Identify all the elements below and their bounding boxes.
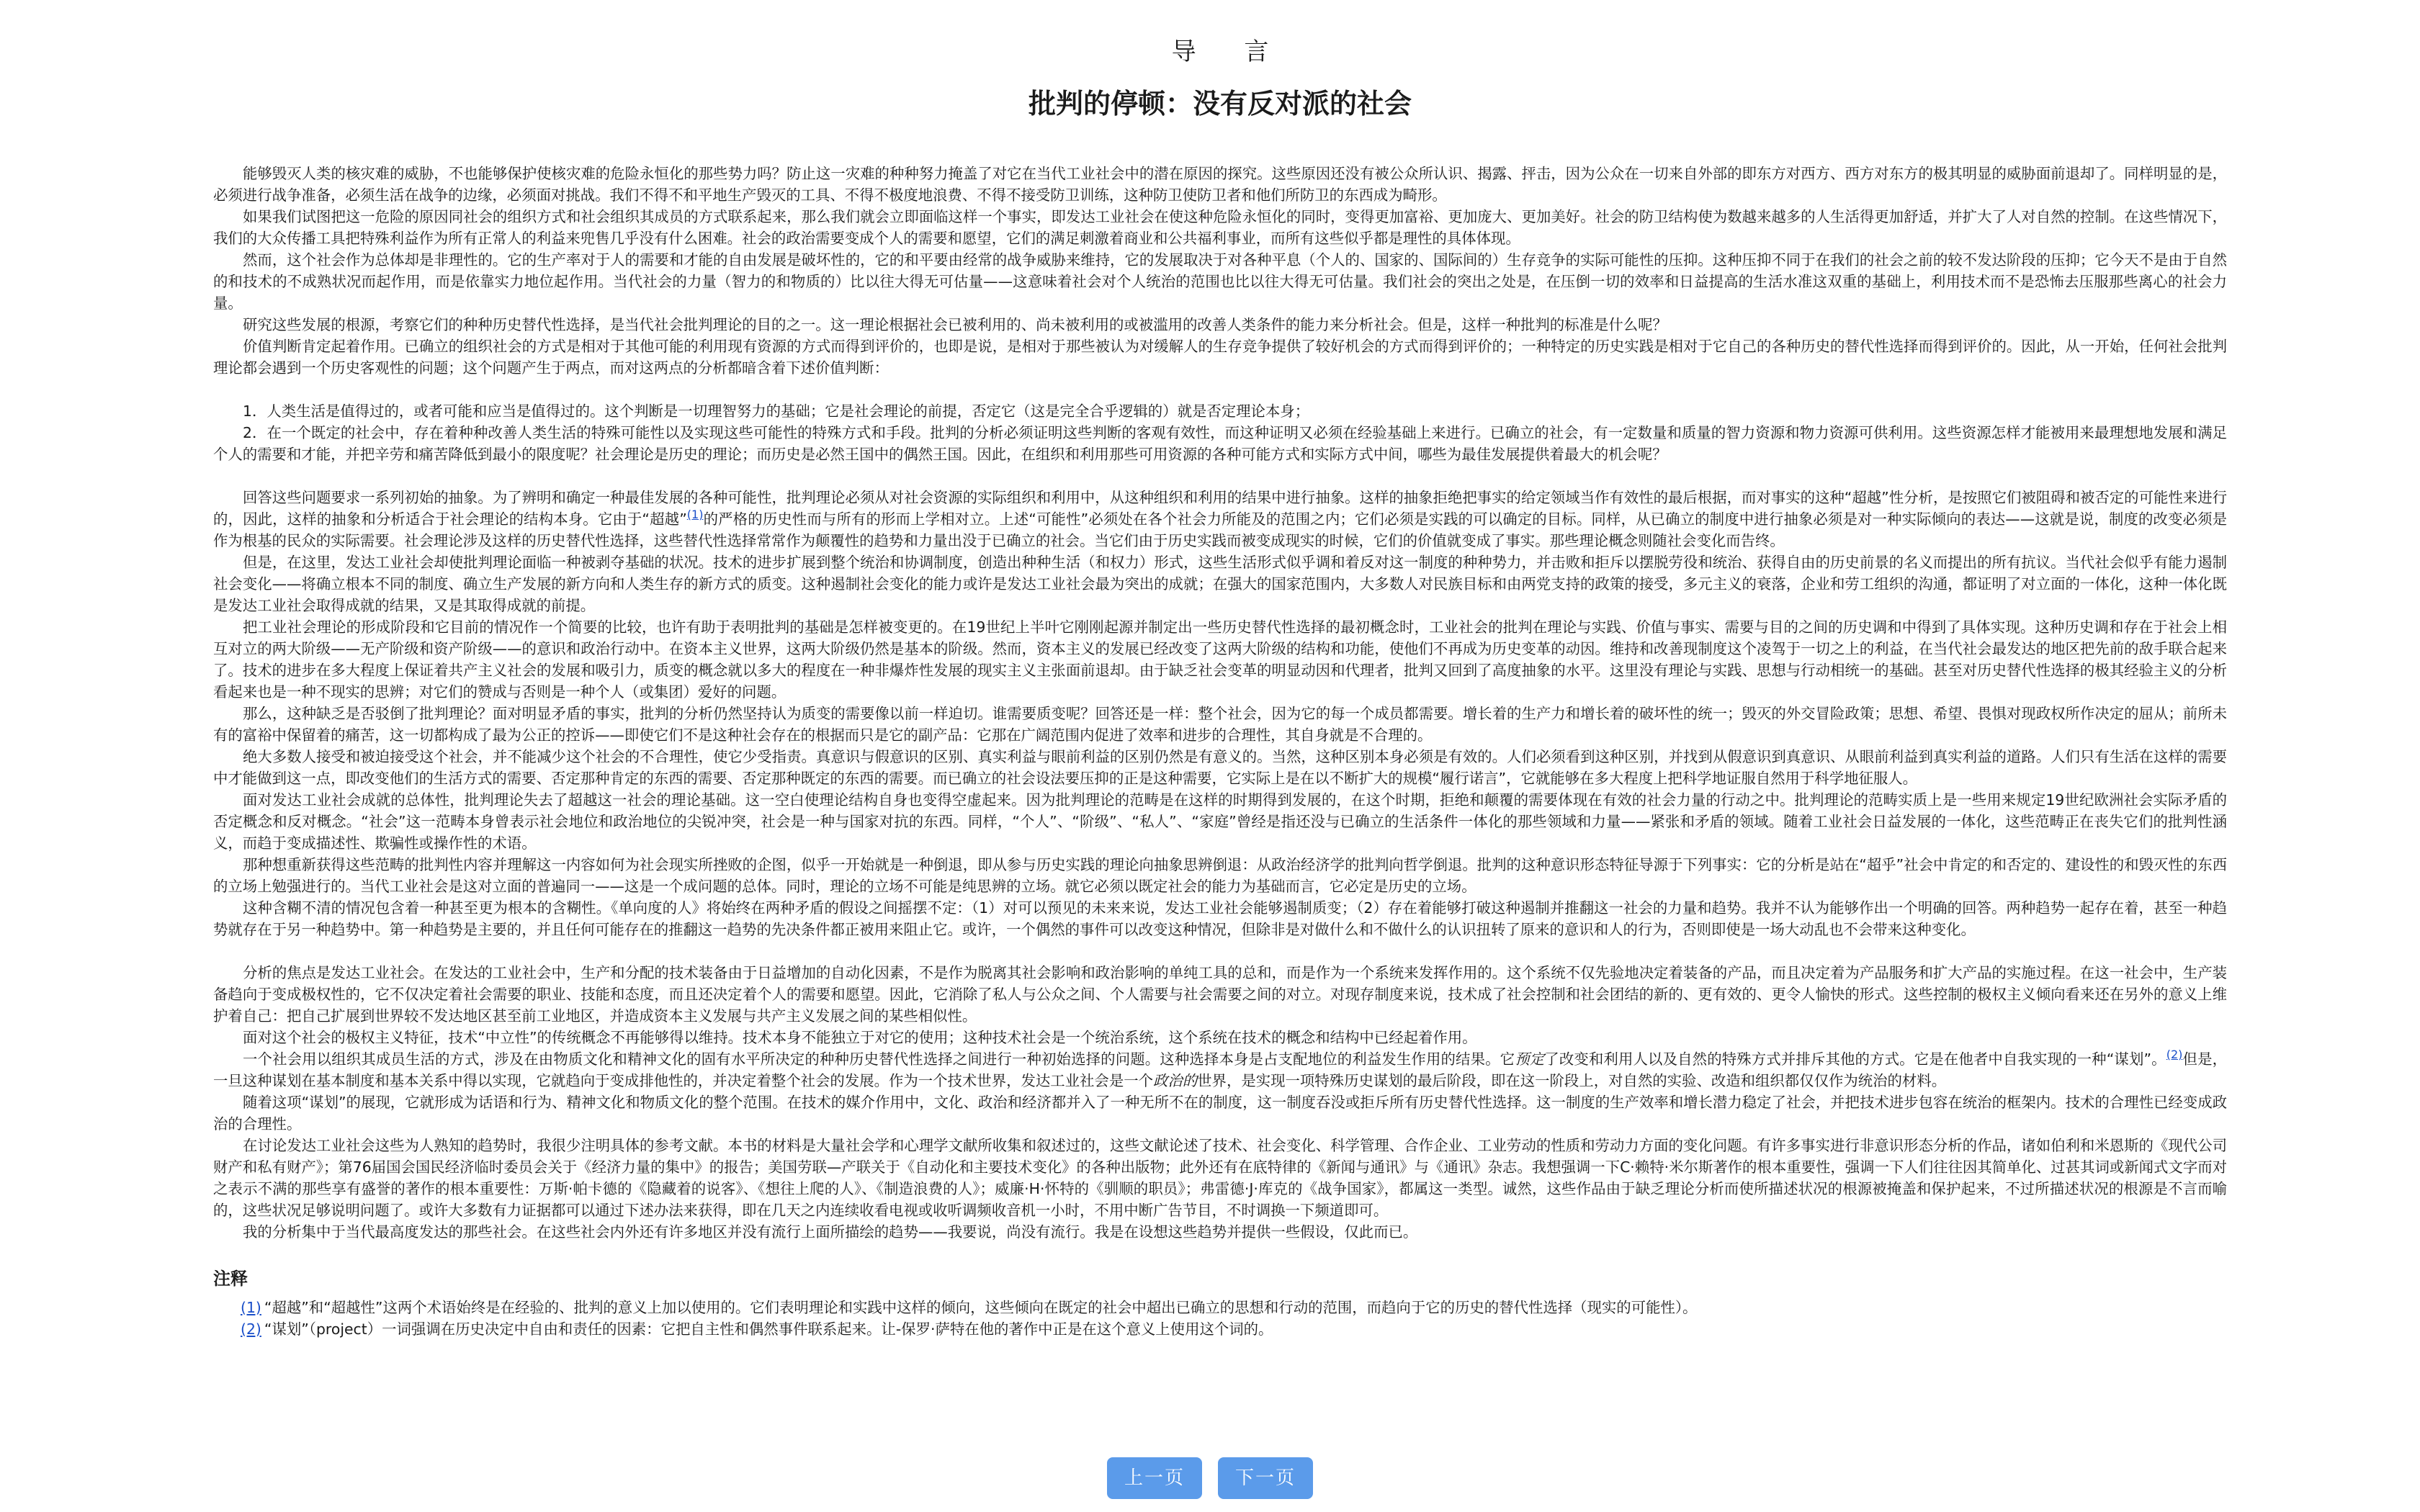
paragraph-text: 回答这些问题要求一系列初始的抽象。为了辨明和确定一种最佳发展的各种可能性，批判理论必须从对社会资源的实际组织和利用中，从这种组织和利用的结果中进行抽象。这样的抽象拒绝把事实的给定领域当作有效性的最后根据，而对事实的这种“超越”性分析，是按照它们被阻碍和被否定的可能性来进行的，因此，这样的抽象和分析适合于社会理论的结构本身。它由于“超越”: [213, 489, 2227, 528]
paragraph-text: 但是，一旦这种谋划在基本制度和基本关系中得以实现，它就趋向于变成排他性的，并决定着整个社会的发展。作为一个技术世界，发达工业社会是一个: [213, 1050, 2228, 1089]
emphasis-text: 政治的: [1153, 1072, 1198, 1089]
list-item: 1．人类生活是值得过的，或者可能和应当是值得过的。这个判断是一切理智努力的基础；它是社会理论的前提，否定它（这是完全合乎逻辑的）就是否定理论本身；: [243, 402, 1310, 420]
paragraph: 如果我们试图把这一危险的原因同社会的组织方式和社会组织其成员的方式联系起来，那么我们就会立即面临这样一个事实，即发达工业社会在使这种危险永恒化的同时，变得更加富裕、更加庞大、更加美好。社会的防卫结构使为数越来越多的人生活得更加舒适，并扩大了人对自然的控制。在这些情况下，我们的大众传播工具把特殊利益作为所有正常人的利益来兜售几乎没有什么困难。社会的政治需要变成个人的需要和愿望，它们的满足刺激着商业和公共福利事业，而所有这些似乎都是理性的具体体现。: [213, 208, 2227, 247]
paragraph: 我的分析集中于当代最高度发达的那些社会。在这些社会内外还有许多地区并没有流行上面所描绘的趋势——我要说，尚没有流行。我是在设想这些趋势并提供一些假设，仅此而已。: [243, 1223, 1418, 1241]
emphasis-text: 预定: [1515, 1050, 1545, 1068]
list-item: 2．在一个既定的社会中，存在着种种改善人类生活的特殊可能性以及实现这些可能性的特殊方式和手段。批判的分析必须证明这些判断的客观有效性，而这种证明又必须在经验基础上来进行。已确立的社会，有一定数量和质量的智力资源和物力资源可供利用。这些资源怎样才能被用来最理想地发展和满足个人的需要和才能，并把辛劳和痛苦降低到最小的限度呢？社会理论是历史的理论；而历史是必然王国中的偶然王国。因此，在组织和利用那些可用资源的各种可能方式和实际方式中间，哪些为最佳发展提供着最大的机会呢？: [213, 424, 2227, 463]
note-backlink-1[interactable]: (1): [241, 1299, 261, 1316]
footnote-link-1[interactable]: (1): [686, 508, 704, 522]
section-label: 导 言: [1171, 37, 1289, 66]
paragraph: 那么，这种缺乏是否驳倒了批判理论？面对明显矛盾的事实，批判的分析仍然坚持认为质变的需要像以前一样迫切。谁需要质变呢？回答还是一样：整个社会，因为它的每一个成员都需要。增长着的生产力和增长着的破坏性的统一；毁灭的外交冒险政策；思想、希望、畏惧对现政权所作决定的屈从；前所未有的富裕中保留着的痛苦，这一切都构成了最为公正的控诉——即使它们不是这种社会存在的根据而只是它的副产品：它那在广阔范围内促进了效率和进步的合理性，其自身就是不合理的。: [213, 705, 2227, 744]
next-page-button[interactable]: 下一页: [1218, 1457, 1313, 1499]
paragraph: 把工业社会理论的形成阶段和它目前的情况作一个简要的比较，也许有助于表明批判的基础是怎样被变更的。在19世纪上半叶它刚刚起源并制定出一些历史替代性选择的最初概念时，工业社会的批判在理论与实践、价值与事实、需要与目的之间的历史调和中得到了具体实现。这种历史调和存在于社会上相互对立的两大阶级——无产阶级和资产阶级——的意识和政治行动中。在资本主义世界，这两大阶级仍然是基本的阶级。然而，资本主义的发展已经改变了这两大阶级的结构和功能，使他们不再成为历史变革的动因。维持和改善现制度这个凌驾于一切之上的利益，在当代社会最发达的地区把先前的敌手联合起来了。技术的进步在多大程度上保证着共产主义社会的发展和吸引力，质变的概念就以多大的程度在一种非爆炸性发展的现实主义主张面前退却。由于缺乏社会变革的明显动因和代理者，批判又回到了高度抽象的水平。这里没有理论与实践、思想与行动相统一的基础。甚至对历史替代性选择的极其经验主义的分析看起来也是一种不现实的思辨；对它们的赞成与否则是一种个人（或集团）爱好的问题。: [213, 618, 2227, 701]
paragraph-with-footnote: [213, 1048, 2227, 1092]
note-item: [213, 1297, 2227, 1318]
chapter-title: 批判的停顿：没有反对派的社会: [1028, 88, 1412, 120]
paragraph-text: 世界，是实现一项特殊历史谋划的最后阶段，即在这一阶段上，对自然的实验、改造和组织都仅仅作为统治的材料。: [1197, 1072, 1947, 1089]
paragraph-text: 的严格的历史性而与所有的形而上学相对立。上述“可能性”必须处在各个社会力所能及的范围之内；它们必须是实践的可以确定的目标。同样，从已确立的制度中进行抽象必须是对一种实际倾向的表达——这就是说，制度的改变必须是作为根基的民众的实际需要。社会理论涉及这样的历史替代性选择，这些替代性选择常常作为颠覆性的趋势和力量出没于已确立的社会。当它们由于历史实践而被变成现实的时候，它们的价值就变成了事实。那些理论概念则随社会变化而告终。: [213, 510, 2228, 549]
paragraph: 随着这项“谋划”的展现，它就形成为话语和行为、精神文化和物质文化的整个范围。在技术的媒介作用中，文化、政治和经济都并入了一种无所不在的制度，这一制度吞没或拒斥所有历史替代性选择。这一制度的生产效率和增长潜力稳定了社会，并把技术进步包容在统治的框架内。技术的合理性已经变成政治的合理性。: [213, 1094, 2227, 1133]
note-text: “超越”和“超越性”这两个术语始终是在经验的、批判的意义上加以使用的。它们表明理论和实践中这样的倾向，这些倾向在既定的社会中超出已确立的思想和行动的范围，而趋向于它的历史的替代性选择（现实的可能性）。: [264, 1299, 1698, 1316]
footnote-link-2[interactable]: (2): [2166, 1048, 2183, 1062]
paragraph: 那种想重新获得这些范畴的批判性内容并理解这一内容如何为社会现实所挫败的企图，似乎一开始就是一种倒退，即从参与历史实践的理论向抽象思辨倒退：从政治经济学的批判向哲学倒退。批判的这种意识形态特征导源于下列事实：它的分析是站在“超乎”社会中肯定的和否定的、建设性的和毁灭性的东西的立场上勉强进行的。当代工业社会是这对立面的普遍同一——这是一个成问题的总体。同时，理论的立场不可能是纯思辨的立场。就它必须以既定社会的能力为基础而言，它必定是历史的立场。: [213, 856, 2227, 895]
paragraph-with-footnote: [213, 487, 2227, 552]
paragraph-text: 一个社会用以组织其成员生活的方式，涉及在由物质文化和精神文化的固有水平所决定的种种历史替代性选择之间进行一种初始选择的问题。这种选择本身是占支配地位的利益发生作用的结果。它: [243, 1050, 1515, 1068]
paragraph: 这种含糊不清的情况包含着一种甚至更为根本的含糊性。《单向度的人》将始终在两种矛盾的假设之间摇摆不定：（1）对可以预见的未来来说，发达工业社会能够遏制质变；（2）存在着能够打破这种遏制并推翻这一社会的力量和趋势。我并不认为能够作出一个明确的回答。两种趋势一起存在着，甚至一种趋势就存在于另一种趋势中。第一种趋势是主要的，并且任何可能存在的推翻这一趋势的先决条件都正被用来阻止它。或许，一个偶然的事件可以改变这种情况，但除非是对做什么和不做什么的认识扭转了原来的意识和人的行为，否则即使是一场大动乱也不会带来这种变化。: [213, 899, 2227, 938]
page-navigation: [0, 1457, 2420, 1499]
paragraph: 在讨论发达工业社会这些为人熟知的趋势时，我很少注明具体的参考文献。本书的材料是大量社会学和心理学文献所收集和叙述过的，这些文献论述了技术、社会变化、科学管理、合作企业、工业劳动的性质和劳动力方面的变化问题。有许多事实进行非意识形态分析的作品，诸如伯利和米恩斯的《现代公司财产和私有财产》；第76届国会国民经济临时委员会关于《经济力量的集中》的报告；美国劳联—产联关于《自动化和主要技术变化》的各种出版物；此外还有在底特律的《新闻与通讯》与《通讯》杂志。我想强调一下C·赖特·米尔斯著作的根本重要性，强调一下人们往往因其简单化、过甚其词或新闻式文字而对之表示不满的那些享有盛誉的著作的根本重要性：万斯·帕卡德的《隐藏着的说客》、《想往上爬的人》、《制造浪费的人》；威廉·H·怀特的《驯顺的职员》；弗雷德·J·库克的《战争国家》，都属这一类型。诚然，这些作品由于缺乏理论分析而使所描述状况的根源被掩盖和保护起来，不过所描述状况的根源是不言而喻的，这些状况足够说明问题了。或许大多数有力证据都可以通过下述办法来获得，即在几天之内连续收看电视或收听调频收音机一小时，不用中断广告节目，不时调换一下频道即可。: [213, 1137, 2227, 1219]
paragraph: 但是，在这里，发达工业社会却使批判理论面临一种被剥夺基础的状况。技术的进步扩展到整个统治和协调制度，创造出种种生活（和权力）形式，这些生活形式似乎调和着反对这一制度的种种势力，并击败和拒斥以摆脱劳役和统治、获得自由的历史前景的名义而提出的所有抗议。当代社会似乎有能力遏制社会变化——将确立根本不同的制度、确立生产发展的新方向和人类生存的新方式的质变。这种遏制社会变化的能力或许是发达工业社会最为突出的成就；在强大的国家范围内，大多数人对民族目标和由两党支持的政策的接受，多元主义的衰落，企业和劳工组织的沟通，都证明了对立面的一体化，这种一体化既是发达工业社会取得成就的结果，又是其取得成就的前提。: [213, 554, 2227, 614]
paragraph: 分析的焦点是发达工业社会。在发达的工业社会中，生产和分配的技术装备由于日益增加的自动化因素，不是作为脱离其社会影响和政治影响的单纯工具的总和，而是作为一个系统来发挥作用的。这个系统不仅先验地决定着装备的产品，而且决定着为产品服务和扩大产品的实施过程。在这一社会中，生产装备趋向于变成极权性的，它不仅决定着社会需要的职业、技能和态度，而且还决定着个人的需要和愿望。因此，它消除了私人与公众之间、个人需要与社会需要之间的对立。对现存制度来说，技术成了社会控制和社会团结的新的、更有效的、更令人愉快的形式。这些控制的极权主义倾向看来还在另外的意义上维护着自己：把自己扩展到世界较不发达地区甚至前工业地区，并造成资本主义发展与共产主义发展之间的某些相似性。: [213, 964, 2227, 1025]
previous-page-button[interactable]: 上一页: [1107, 1457, 1202, 1499]
note-text: “谋划”（project）一词强调在历史决定中自由和责任的因素：它把自主性和偶然事件联系起来。让-保罗·萨特在他的著作中正是在这个意义上使用这个词的。: [264, 1320, 1273, 1338]
note-item: [213, 1318, 2227, 1340]
note-backlink-2[interactable]: (2): [241, 1320, 261, 1338]
paragraph: 面对这个社会的极权主义特征，技术“中立性”的传统概念不再能够得以维持。技术本身不能独立于对它的使用；这种技术社会是一个统治系统，这个系统在技术的概念和结构中已经起着作用。: [243, 1029, 1477, 1046]
numbered-list: [213, 400, 2227, 465]
chapter-content: [213, 32, 2227, 1340]
paragraph: 绝大多数人接受和被迫接受这个社会，并不能减少这个社会的不合理性，使它少受指责。真意识与假意识的区别、真实利益与眼前利益的区别仍然是有意义的。当然，这种区别本身必须是有效的。人们必须看到这种区别，并找到从假意识到真意识、从眼前利益到真实利益的道路。人们只有生活在这样的需要中才能做到这一点，即改变他们的生活方式的需要、否定那种肯定的东西的需要、否定那种既定的东西的需要。而已确立的社会设法要压抑的正是这种需要，它实际上是在以不断扩大的规模“履行诺言”，它就能够在多大程度上把科学地证服自然用于科学地征服人。: [213, 748, 2227, 787]
paragraph: 能够毁灭人类的核灾难的威胁，不也能够保护使核灾难的危险永恒化的那些势力吗？防止这一灾难的种种努力掩盖了对它在当代工业社会中的潜在原因的探究。这些原因还没有被公众所认识、揭露、抨击，因为公众在一切来自外部的即东方对西方、西方对东方的极其明显的威胁面前退却了。同样明显的是，必须进行战争准备，必须生活在战争的边缘，必须面对挑战。我们不得不和平地生产毁灭的工具、不得不极度地浪费、不得不接受防卫训练，这种防卫使防卫者和他们所防卫的东西成为畸形。: [213, 165, 2227, 204]
notes-heading: 注释: [213, 1269, 248, 1289]
chapter-body: [213, 163, 2227, 1243]
paragraph: 面对发达工业社会成就的总体性，批判理论失去了超越这一社会的理论基础。这一空白使理论结构自身也变得空虚起来。因为批判理论的范畴是在这样的时期得到发展的，在这个时期，拒绝和颠覆的需要体现在有效的社会力量的行动之中。批判理论的范畴实质上是一些用来规定19世纪欧洲社会实际矛盾的否定概念和反对概念。“社会”这一范畴本身曾表示社会地位和政治地位的尖锐冲突，社会是一种与国家对抗的东西。同样，“个人”、“阶级”、“私人”、“家庭”曾经是指还没与已确立的生活条件一体化的那些领域和力量——紧张和矛盾的领域。随着工业社会日益发展的一体化，这些范畴正在丧失它们的批判性涵义，而趋于变成描述性、欺骗性或操作性的术语。: [213, 791, 2227, 852]
paragraph: 然而，这个社会作为总体却是非理性的。它的生产率对于人的需要和才能的自由发展是破坏性的，它的和平要由经常的战争威胁来维持，它的发展取决于对各种平息（个人的、国家的、国际间的）生存竞争的实际可能性的压抑。这种压抑不同于在我们的社会之前的较不发达阶段的压抑；它今天不是由于自然的和技术的不成熟状况而起作用，而是依靠实力地位起作用。当代社会的力量（智力的和物质的）比以往大得无可估量——这意味着社会对个人统治的范围也比以往大得无可估量。我们社会的突出之处是，在压倒一切的效率和日益提高的生活水准这双重的基础上，利用技术而不是恐怖去压服那些离心的社会力量。: [213, 251, 2227, 312]
paragraph-text: 了改变和利用人以及自然的特殊方式并排斥其他的方式。它是在他者中自我实现的一种“谋划”。: [1544, 1050, 2166, 1068]
paragraph: 研究这些发展的根源，考察它们的种种历史替代性选择，是当代社会批判理论的目的之一。这一理论根据社会已被利用的、尚未被利用的或被滥用的改善人类条件的能力来分析社会。但是，这样一种批判的标准是什么呢？: [243, 316, 1667, 333]
paragraph: 价值判断肯定起着作用。已确立的组织社会的方式是相对于其他可能的利用现有资源的方式而得到评价的，也即是说，是相对于那些被认为对缓解人的生存竞争提供了较好机会的方式而得到评价的；一种特定的历史实践是相对于它自己的各种历史的替代性选择而得到评价的。因此，从一开始，任何社会批判理论都会遇到一个历史客观性的问题；这个问题产生于两点，而对这两点的分析都暗含着下述价值判断：: [213, 338, 2227, 377]
